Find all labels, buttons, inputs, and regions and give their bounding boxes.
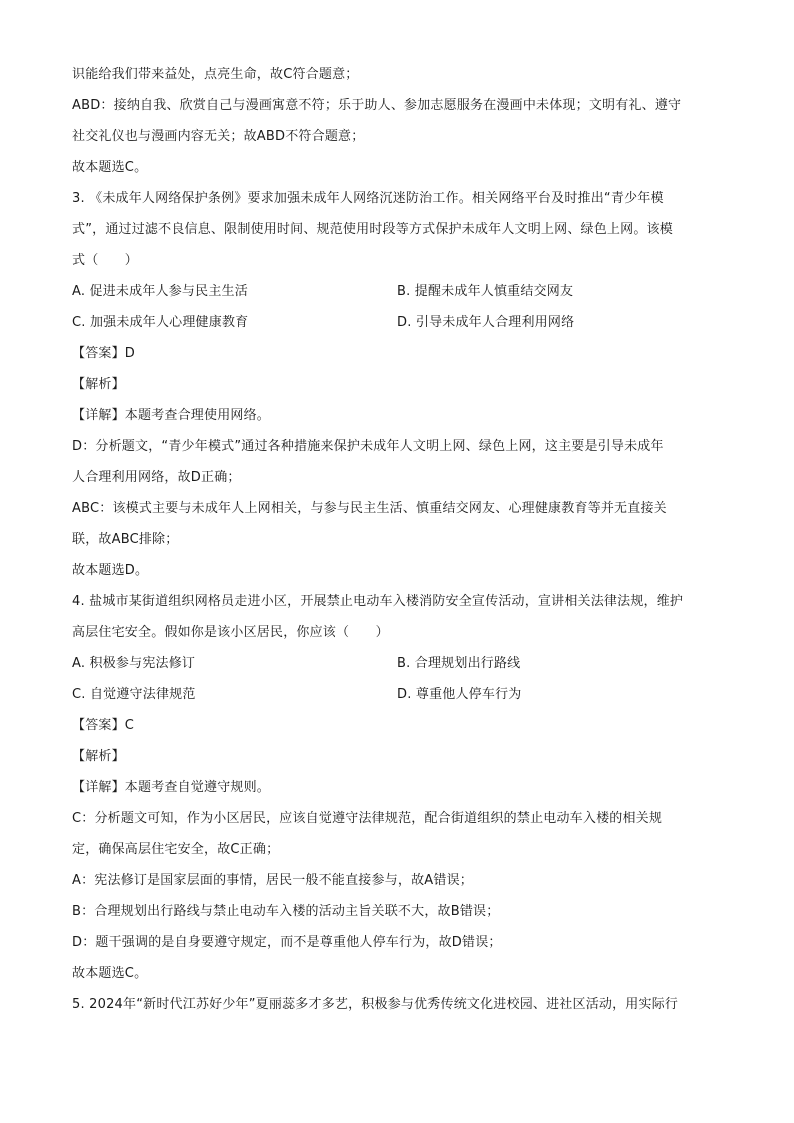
question-stem-line: 4. 盐城市某街道组织网格员走进小区，开展禁止电动车入楼消防安全宣传活动，宣讲相关法律法规，维护 xyxy=(72,594,684,609)
option-c: C. 加强未成年人心理健康教育 xyxy=(72,315,249,330)
question-stem-line: 式”，通过过滤不良信息、限制使用时间、规范使用时段等方式保护未成年人文明上网、绿色上网。该模 xyxy=(72,222,673,237)
detail-line: B：合理规划出行路线与禁止电动车入楼的活动主旨关联不大，故B错误； xyxy=(72,904,500,919)
answer-line: 【答案】D xyxy=(72,346,136,361)
question-stem-line: 3. 《未成年人网络保护条例》要求加强未成年人网络沉迷防治工作。相关网络平台及时推出“青少年模 xyxy=(72,191,664,206)
option-d: D. 尊重他人停车行为 xyxy=(397,687,522,702)
option-row xyxy=(72,682,722,713)
option-row xyxy=(72,310,722,341)
analysis-label: 【解析】 xyxy=(72,377,125,392)
detail-line: 人合理利用网络，故D正确； xyxy=(72,470,241,485)
option-row xyxy=(72,279,722,310)
option-a: A. 积极参与宪法修订 xyxy=(72,656,196,671)
option-a: A. 促进未成年人参与民主生活 xyxy=(72,284,248,299)
question-stem-line: 式（ ） xyxy=(72,253,139,268)
question-4 xyxy=(72,589,722,992)
text-line: 社交礼仪也与漫画内容无关；故ABD不符合题意； xyxy=(72,129,365,144)
option-d: D. 引导未成年人合理利用网络 xyxy=(397,315,575,330)
text-line: ABD：接纳自我、欣赏自己与漫画寓意不符；乐于助人、参加志愿服务在漫画中未体现；文明有礼、遵守 xyxy=(72,98,682,113)
detail-line: D：分析题文，“青少年模式”通过各种措施来保护未成年人文明上网、绿色上网，这主要是引导未成年 xyxy=(72,439,664,454)
detail-line: D：题干强调的是自身要遵守规定，而不是尊重他人停车行为，故D错误； xyxy=(72,935,502,950)
text-line: 识能给我们带来益处，点亮生命，故C符合题意； xyxy=(72,67,359,82)
option-c: C. 自觉遵守法律规范 xyxy=(72,687,196,702)
analysis-label: 【解析】 xyxy=(72,749,125,764)
question-stem-line: 高层住宅安全。假如你是该小区居民，你应该（ ） xyxy=(72,625,389,640)
question-5 xyxy=(72,992,722,1023)
question-stem-line: 5. 2024年“新时代江苏好少年”夏丽蕊多才多艺，积极参与优秀传统文化进校园、进社区活动，用实际行 xyxy=(72,997,679,1012)
document-page xyxy=(72,62,722,1023)
detail-line: ABC：该模式主要与未成年人上网相关，与参与民主生活、慎重结交网友、心理健康教育等并无直接关 xyxy=(72,501,667,516)
detail-line: 故本题选C。 xyxy=(72,966,148,981)
detail-line: A：宪法修订是国家层面的事情，居民一般不能直接参与，故A错误； xyxy=(72,873,473,888)
detail-line: 【详解】本题考查自觉遵守规则。 xyxy=(72,780,271,795)
detail-line: 联，故ABC排除； xyxy=(72,532,179,547)
detail-line: 定，确保高层住宅安全，故C正确； xyxy=(72,842,280,857)
option-b: B. 合理规划出行路线 xyxy=(397,656,521,671)
option-b: B. 提醒未成年人慎重结交网友 xyxy=(397,284,574,299)
detail-line: C：分析题文可知，作为小区居民，应该自觉遵守法律规范，配合街道组织的禁止电动车入楼的相关规 xyxy=(72,811,663,826)
detail-line: 【详解】本题考查合理使用网络。 xyxy=(72,408,271,423)
question-3 xyxy=(72,186,722,589)
answer-line: 【答案】C xyxy=(72,718,135,733)
option-row xyxy=(72,651,722,682)
text-line: 故本题选C。 xyxy=(72,160,148,175)
detail-line: 故本题选D。 xyxy=(72,563,149,578)
